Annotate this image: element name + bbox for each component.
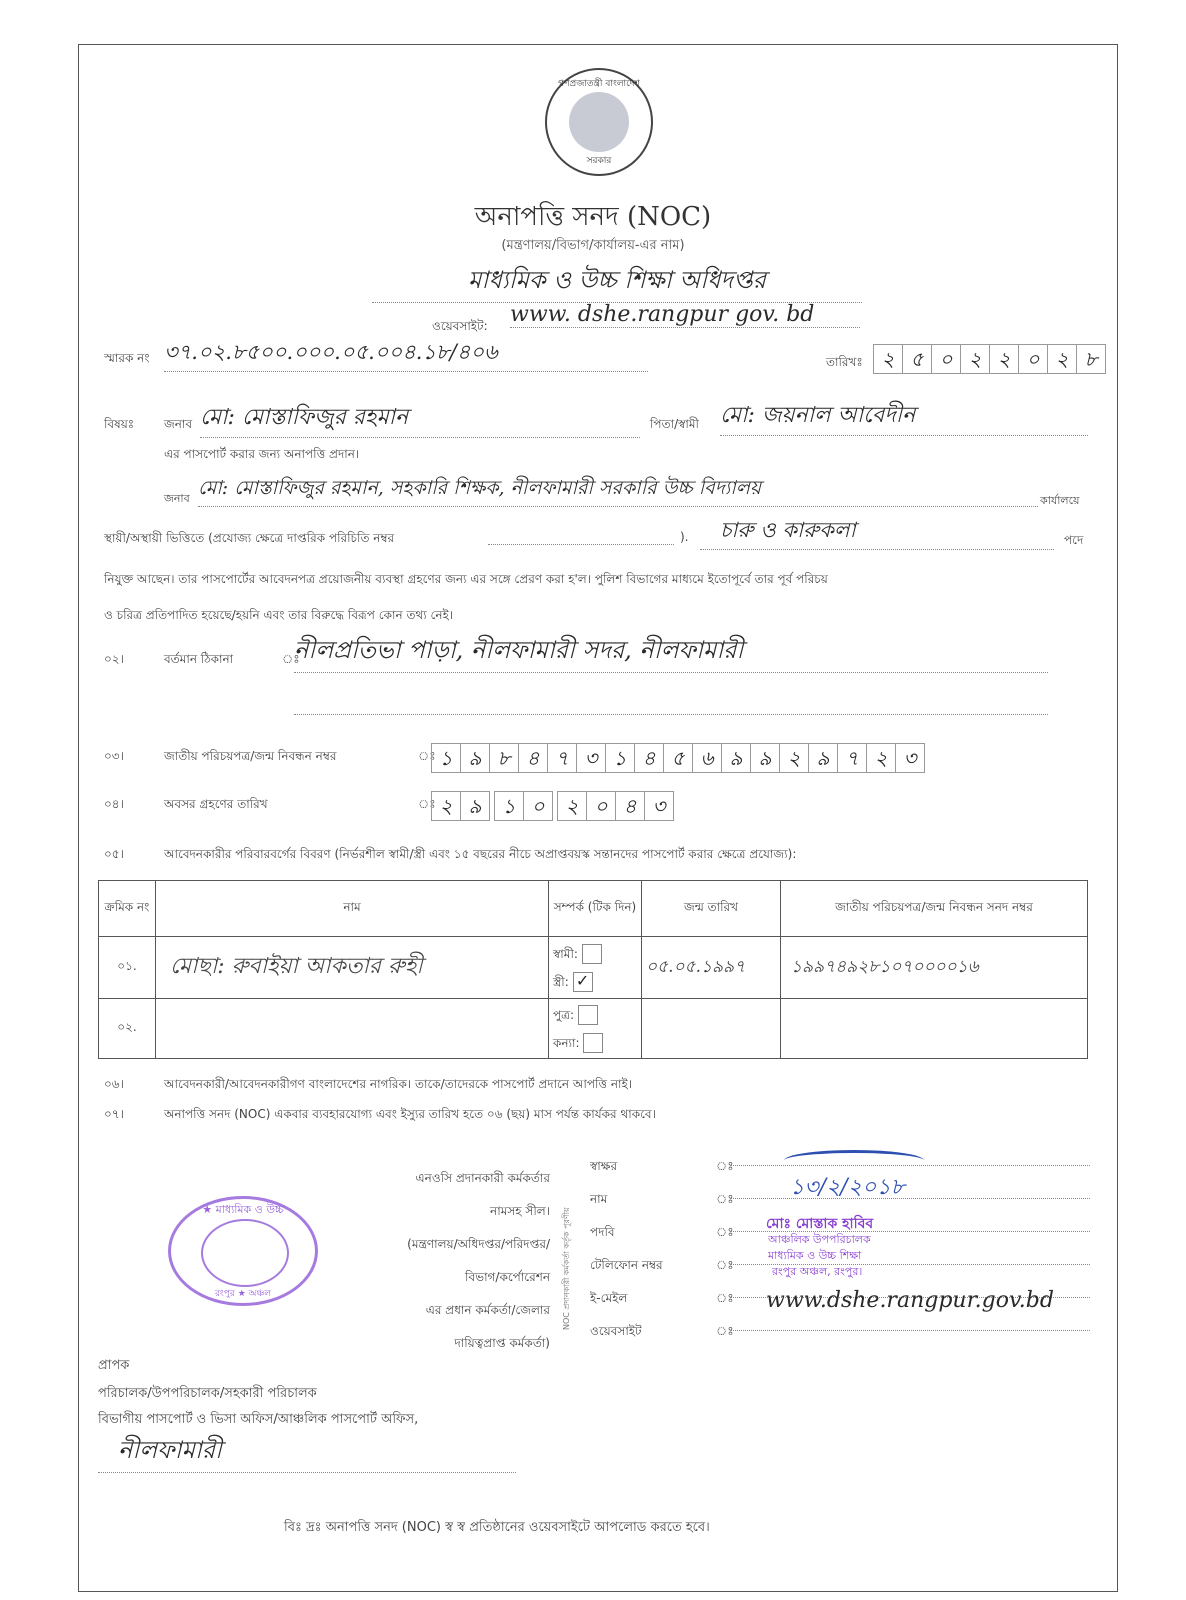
memo-number: ৩৭.০২.৮৫০০.০০০.০৫.০০৪.১৮/৪০৬	[164, 336, 648, 372]
nid-digit: ২	[779, 743, 809, 773]
basis-text: স্থায়ী/অস্থায়ী ভিত্তিতে (প্রযোজ্য ক্ষেত্রে দাপ্তরিক পরিচিতি নম্বর	[104, 531, 395, 545]
item-03-num: ০৩।	[104, 749, 124, 763]
date-digit: ২	[873, 344, 903, 374]
item-07-num: ০৭।	[104, 1107, 124, 1121]
nid-digit: ৯	[460, 743, 490, 773]
recipient-place: নীলফামারী	[98, 1432, 516, 1473]
address-colon: ঃ	[282, 652, 300, 666]
nid-digit: ৫	[663, 743, 693, 773]
field-label-signature: স্বাক্ষর	[590, 1159, 618, 1173]
retire-label: অবসর গ্রহণের তারিখ	[164, 797, 268, 811]
address-line-2	[294, 700, 1048, 715]
signatory-line: এনওসি প্রদানকারী কর্মকর্তার	[415, 1171, 550, 1185]
date-digit: ০	[931, 344, 961, 374]
nid-digit: ১	[431, 743, 461, 773]
memo-label: স্মারক নং	[104, 351, 150, 365]
bangladesh-map-icon	[569, 92, 629, 152]
signatory-line: বিভাগ/কর্পোরেশন	[465, 1270, 550, 1284]
row-name	[156, 999, 549, 1059]
nid-digit: ৮	[489, 743, 519, 773]
nid-digit: ১	[605, 743, 635, 773]
header-serial: ক্রমিক নং	[99, 881, 156, 937]
address-value: নীলপ্রতিভা পাড়া, নীলফামারী সদর, নীলফামারী	[294, 632, 1048, 673]
field-label-designation: পদবি	[590, 1225, 615, 1239]
nid-colon: ঃ	[418, 749, 436, 763]
officer-region: রংপুর অঞ্চল, রংপুর।	[772, 1265, 863, 1278]
item-06-num: ০৬।	[104, 1077, 124, 1091]
post-value: চারু ও কারুকলা	[700, 514, 1054, 550]
table-row	[99, 999, 1088, 1059]
field-label-telephone: টেলিফোন নম্বর	[590, 1258, 663, 1272]
officer-title: আঞ্চলিক উপপরিচালক	[768, 1233, 871, 1246]
relation-option-label: পুত্র:	[553, 1007, 575, 1022]
signatory-line: নামসহ সীল।	[490, 1204, 550, 1218]
document-subtitle: (মন্ত্রণালয়/বিভাগ/কার্যালয়-এর নাম)	[501, 238, 685, 253]
nid-digit: ৭	[547, 743, 577, 773]
field-label-website: ওয়েবসাইট	[590, 1324, 642, 1338]
colon: ঃ	[716, 1159, 734, 1173]
nid-digit: ৪	[634, 743, 664, 773]
nid-digit: ৩	[895, 743, 925, 773]
row-dob	[642, 999, 781, 1059]
header-name: নাম	[156, 881, 549, 937]
date-digit: ২	[989, 344, 1019, 374]
signature-mark	[784, 1150, 924, 1171]
signatory-colons	[716, 1150, 734, 1348]
office-suffix: কার্যালয়ে	[1040, 494, 1080, 507]
officer-department: মাধ্যমিক ও উচ্চ শিক্ষা	[768, 1249, 862, 1262]
nid-digit: ৪	[518, 743, 548, 773]
date-digit: ৫	[902, 344, 932, 374]
recipient-label: প্রাপক	[98, 1358, 130, 1373]
nid-digit: ৯	[808, 743, 838, 773]
relation-option-label: স্বামী:	[553, 946, 578, 961]
signature-date: ১৩/২/২০১৮	[790, 1175, 905, 1200]
document-title: অনাপত্তি সনদ (NOC)	[474, 202, 712, 232]
row-serial: ০১.	[99, 937, 156, 999]
header-dob: জন্ম তারিখ	[642, 881, 781, 937]
seal-top-text: গণপ্রজাতন্ত্রী বাংলাদেশ	[558, 79, 640, 89]
nid-digit: ৬	[692, 743, 722, 773]
row-relation	[549, 937, 642, 999]
officer-name: মোঃ মোস্তাক হাবিব	[766, 1216, 874, 1232]
retire-digit: ২	[431, 791, 461, 821]
date-label: তারিখঃ	[826, 355, 863, 369]
post-suffix: পদে	[1064, 533, 1084, 547]
retire-digit: ১	[494, 791, 524, 821]
family-label: আবেদনকারীর পরিবারবর্গের বিবরণ (নির্ভরশীল স্বামী/স্ত্রী এবং ১৫ বছরের নীচে অপ্রাপ্তবয়স্ক সন্তানদের পাসপোর্ট করার ক্ষেত্রে প্রযোজ্য):	[164, 847, 797, 861]
signatory-line: এর প্রধান কর্মকর্তা/জেলার	[425, 1303, 550, 1317]
item-04-num: ০৪।	[104, 797, 124, 811]
field-label-email: ই-মেইল	[590, 1291, 628, 1305]
address-label: বর্তমান ঠিকানা	[164, 652, 234, 666]
body-para1: নিযুক্ত আছেন। তার পাসপোর্টের আবেদনপত্র প্রয়োজনীয় ব্যবস্থা গ্রহণের জন্য এর সঙ্গে প্রেরণ করা হ'ল। পুলিশ বিভাগের মাধ্যমে ইতোপূর্বে তার পূর্ব পরিচয়	[104, 572, 828, 586]
stamp-top-text: ★ মাধ্যমিক ও উচ্চ	[202, 1203, 284, 1216]
name-line	[730, 1197, 1090, 1199]
validity-text: অনাপত্তি সনদ (NOC) একবার ব্যবহারযোগ্য এবং ইস্যুর তারিখ হতে ০৬ (ছয়) মাস পর্যন্ত কার্যকর থাকবে।	[164, 1107, 656, 1121]
retire-boxes	[432, 791, 674, 821]
relation-checkbox-daughter[interactable]	[583, 1033, 603, 1053]
retire-digit: ৯	[460, 791, 490, 821]
relation-option-label: কন্যা:	[553, 1035, 580, 1050]
body-janab: জনাব	[164, 492, 190, 505]
nid-boxes	[432, 743, 925, 773]
relation-checkbox-husband[interactable]	[582, 944, 602, 964]
retire-colon: ঃ	[418, 797, 436, 811]
recipient-line1: পরিচালক/উপপরিচালক/সহকারী পরিচালক	[98, 1386, 317, 1401]
retire-digit: ২	[557, 791, 587, 821]
person-detail: মো: মোস্তাফিজুর রহমান, সহকারি শিক্ষক, নীলফামারী সরকারি উচ্চ বিদ্যালয়	[198, 474, 1038, 507]
retire-digit: ০	[523, 791, 553, 821]
colon: ঃ	[716, 1225, 734, 1239]
field-label-name: নাম	[590, 1192, 608, 1206]
body-para2: ও চরিত্র প্রতিপাদিত হয়েছে/হয়নি এবং তার বিরুদ্ধে বিরূপ কোন তথ্য নেই।	[104, 608, 454, 622]
office-name: মাধ্যমিক ও উচ্চ শিক্ষা অধিদপ্তর	[372, 262, 862, 303]
father-label: পিতা/স্বামী	[650, 417, 699, 431]
relation-checkbox-wife[interactable]: ✓	[573, 972, 593, 992]
signatory-field-labels	[590, 1150, 663, 1348]
nid-digit: ৭	[837, 743, 867, 773]
stamp-inner-ring	[201, 1219, 289, 1287]
relation-checkbox-son[interactable]	[578, 1005, 598, 1025]
nid-digit: ৯	[750, 743, 780, 773]
signatory-line: (মন্ত্রণালয়/অধিদপ্তর/পরিদপ্তর/	[407, 1237, 550, 1251]
item-02-num: ০২।	[104, 652, 124, 666]
officer-website: www.dshe.rangpur.gov.bd	[766, 1288, 1054, 1313]
date-digit: ২	[1047, 344, 1077, 374]
nid-label: জাতীয় পরিচয়পত্র/জন্ম নিবন্ধন নম্বর	[164, 749, 337, 763]
basis-close: ).	[680, 530, 689, 544]
signatory-line: দায়িত্বপ্রাপ্ত কর্মকর্তা)	[454, 1336, 550, 1350]
date-digit: ৮	[1076, 344, 1106, 374]
date-digit: ০	[1018, 344, 1048, 374]
date-digit: ২	[960, 344, 990, 374]
website-label: ওয়েবসাইট:	[432, 319, 488, 333]
colon: ঃ	[716, 1324, 734, 1338]
date-boxes	[874, 344, 1106, 374]
government-seal	[545, 68, 653, 176]
row-nid	[781, 999, 1088, 1059]
recipient-line2: বিভাগীয় পাসপোর্ট ও ভিসা অফিস/আঞ্চলিক পাসপোর্ট অফিস,	[98, 1412, 419, 1427]
website-line	[730, 1329, 1090, 1331]
colon: ঃ	[716, 1258, 734, 1272]
table-row	[99, 937, 1088, 999]
row-serial: ০২.	[99, 999, 156, 1059]
nid-digit: ২	[866, 743, 896, 773]
subject-label: বিষয়ঃ	[104, 417, 135, 431]
stamp-bottom-text: রংপুর ★ অঞ্চল	[214, 1289, 272, 1299]
family-table	[98, 880, 1088, 1059]
row-dob: ০৫.০৫.১৯৯৭	[642, 937, 781, 999]
website-value: www. dshe.rangpur gov. bd	[510, 302, 860, 328]
seal-bottom-text: সরকার	[586, 156, 612, 166]
header-nid: জাতীয় পরিচয়পত্র/জন্ম নিবন্ধন সনদ নম্বর	[781, 881, 1088, 937]
retire-digit: ০	[586, 791, 616, 821]
colon: ঃ	[716, 1192, 734, 1206]
office-stamp	[168, 1196, 318, 1306]
retire-digit: ৪	[615, 791, 645, 821]
row-nid: ১৯৯৭৪৯২৮১০৭০০০০১৬	[781, 937, 1088, 999]
nid-digit: ৩	[576, 743, 606, 773]
nid-digit: ৯	[721, 743, 751, 773]
signatory-description	[340, 1162, 550, 1360]
relation-option-label: স্ত্রী:	[553, 974, 569, 989]
basis-number-field	[488, 530, 674, 545]
applicant-name: মো: মোস্তাফিজুর রহমান	[200, 400, 640, 438]
row-name: মোছা: রুবাইয়া আকতার রুহী	[156, 937, 549, 999]
retire-digit: ৩	[644, 791, 674, 821]
subject-line2: এর পাসপোর্ট করার জন্য অনাপত্তি প্রদান।	[164, 447, 360, 461]
header-relation: সম্পর্ক (টিক দিন)	[549, 881, 642, 937]
colon: ঃ	[716, 1291, 734, 1305]
row-relation	[549, 999, 642, 1059]
subject-janab: জনাব	[164, 417, 193, 431]
father-name: মো: জয়নাল আবেদীন	[720, 398, 1088, 436]
footer-note: বিঃ দ্রঃ অনাপত্তি সনদ (NOC) স্ব স্ব প্রতিষ্ঠানের ওয়েবসাইটে আপলোড করতে হবে।	[284, 1520, 710, 1535]
citizen-text: আবেদনকারী/আবেদনকারীগণ বাংলাদেশের নাগরিক। তাকে/তাদেরকে পাসপোর্ট প্রদানে আপত্তি নাই।	[164, 1077, 633, 1091]
vertical-note: NOC প্রদানকারী কর্মকর্তা কর্তৃক পূরণীয়	[562, 1207, 571, 1330]
item-05-num: ০৫।	[104, 847, 124, 861]
